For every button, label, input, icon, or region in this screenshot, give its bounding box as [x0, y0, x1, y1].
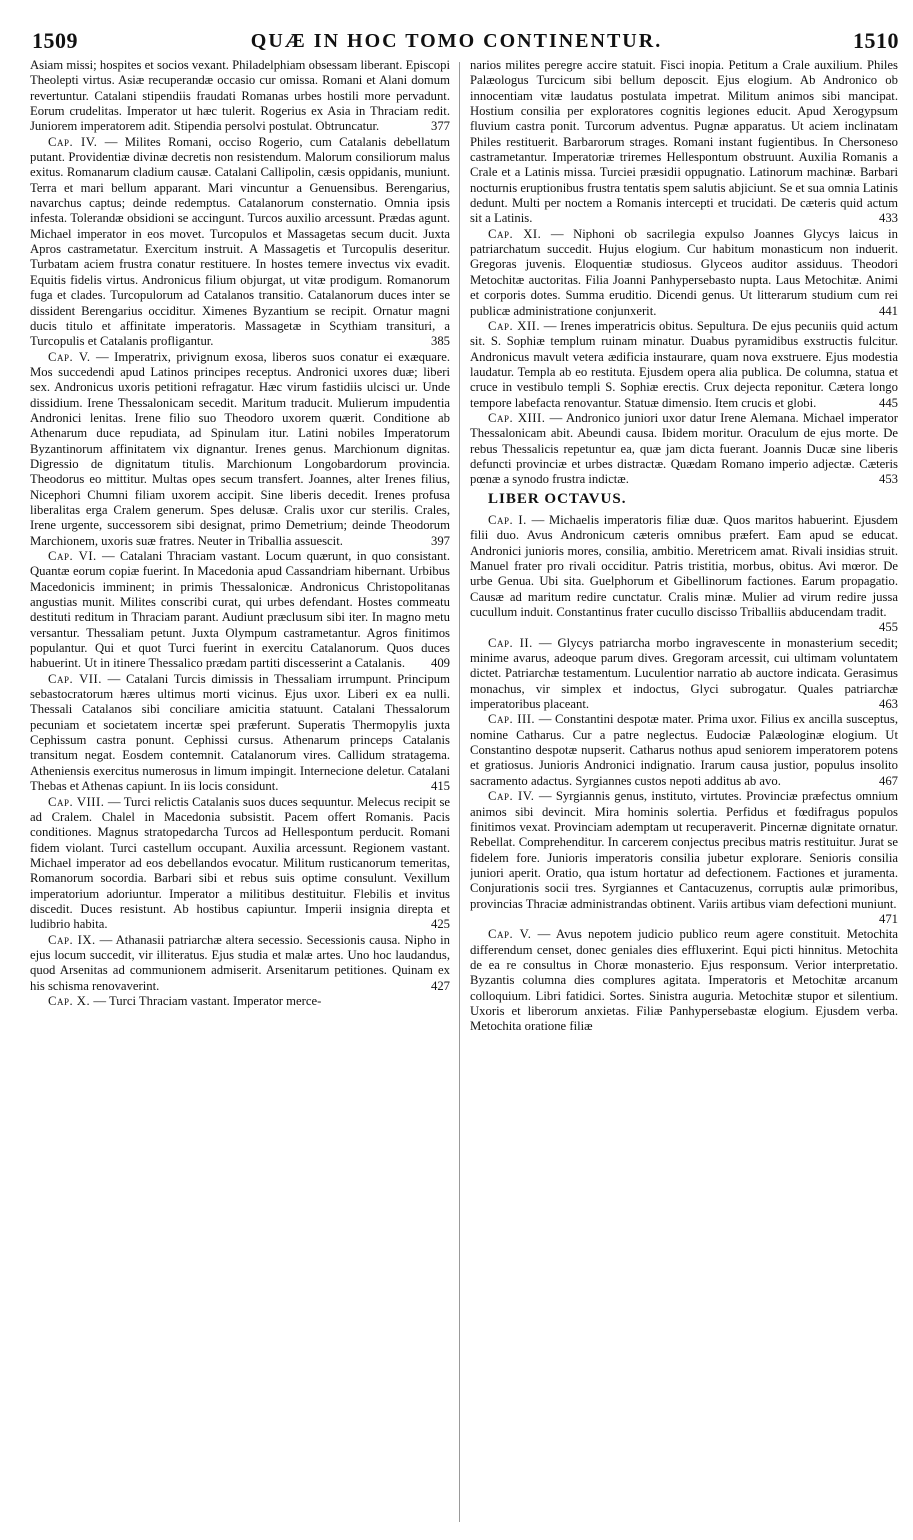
chapter-text: — Niphoni ob sacrilegia expulso Joannes Glycys laicus in patriarchatum succedit. Hujus elogium. Cur habitum monasticum non induerit. Gregoras juvenis. Eloquentiæ studiosus. Glyceos auditor assiduus. Theodori Metochitæ auctoritas. Filia Joanni Panhypersebasto nupta. Laus Metochitæ. Animi et corporis dotes. Summa eruditio. Dicendi genus. Ut litterarum studium cum rei publicæ administratione conjunxerit.	[470, 226, 898, 318]
chapter-text: — Avus nepotem judicio publico reum agere constituit. Metochita differendum censet, donec geniales dies effluxerint. Equi picti hinnitus. Metochita de ea re consultus in Choræ monasterio. Ejus responsum. Verior interpretatio. Byzantis columna dies complures agitata. Imperatoris et Metochitæ arcanum colloquium. Libri fatidici. Sortes. Sinistra auguria. Metochitæ stupor et silentium. Uxoris et liberorum anxietas. Filiæ Panhypersebastæ elogium. Ejusdem verba. Metochita oratione filiæ	[470, 927, 898, 1034]
chapter-label: Cap. III.	[488, 712, 536, 727]
page-reference: 471	[878, 911, 898, 926]
chapter-label: Cap. V.	[488, 927, 532, 942]
chapter-summary	[470, 712, 898, 789]
chapter-summary	[470, 319, 898, 411]
chapter-text: — Turci Thraciam vastant. Imperator merce-	[93, 993, 322, 1008]
page-reference: 463	[878, 697, 898, 712]
chapter-text: Asiam missi; hospites et socios vexant. Philadelphiam obsessam liberant. Episcopi Theolepti virtus. Asiæ recuperandæ occasio cur omissa. Romani et Alani domum revertuntur. Catalani stipendiis fraudati Romanas urbes hostili more pervadunt. Eorum crudelitas. Imperator ut hæc tulerit. Rogerius ex Asia in Thraciam redit. Juniorem imperatorem adit. Stipendia persolvi postulat. Obtruncatur.	[30, 58, 450, 134]
page-reference: 377	[430, 119, 450, 134]
page-reference: 453	[878, 472, 898, 487]
page-reference: 409	[430, 656, 450, 671]
chapter-summary	[470, 512, 898, 635]
chapter-label: Cap. IV.	[488, 789, 535, 804]
right-column	[470, 58, 898, 1528]
chapter-summary	[470, 636, 898, 713]
chapter-summary	[470, 789, 898, 926]
chapter-label: Cap. I.	[488, 512, 527, 527]
page-reference: 433	[878, 211, 898, 226]
page-reference: 445	[878, 395, 898, 410]
chapter-label: Cap. XII.	[488, 318, 541, 333]
running-title: QUÆ IN HOC TOMO CONTINENTUR.	[250, 30, 663, 52]
chapter-summary	[30, 350, 450, 549]
chapter-summary	[470, 927, 898, 1034]
chapter-summary	[30, 795, 450, 933]
chapter-summary	[30, 994, 450, 1009]
chapter-text: — Irenes imperatricis obitus. Sepultura. De ejus pecuniis quid actum sit. S. Sophiæ templum ruinam minatur. Duabus pyramidibus exstructis fulcitur. Andronicus mavult vetera ædificia instaurare, quam nova exstruere. Ejus modestia laudatur. Templa ab eo restituta. Ejusdem opera alia publica. De columna, statua et cruce in vestibulo templi S. Sophiæ erectis. Crux dejecta reponitur. Cætera longo tempore labefacta renovantur. Statuæ dimensio. Item crucis et globi.	[470, 318, 898, 410]
chapter-summary	[30, 58, 450, 135]
chapter-text: — Catalani Turcis dimissis in Thessaliam irrumpunt. Principum sebastocratorum hæres ultimus morti vicinus. Ejus uxor. Liberi ex ea nulli. Thessali Catalanos sibi conciliare amicitia statuunt. Catalani Thessalorum pecuniam et societatem incertæ spei præferunt. Superatis Thermopylis juxta Cephissum castra ponunt. Cephissi cursus. Athenarum princeps Catalanis transitum negat. Eosdem contemnit. Catalanorum vires. Callidum stratagema. Atheniensis exercitus numerosus in limum impingit. Internecione deletur. Catalani Thebas et Athenas capiunt. In iis locis considunt.	[30, 671, 450, 794]
book-heading: LIBER OCTAVUS.	[488, 490, 627, 507]
page-reference: 425	[430, 917, 450, 932]
chapter-label: Cap. II.	[488, 635, 533, 650]
chapter-summary	[30, 549, 450, 672]
chapter-label: Cap. IX.	[48, 932, 96, 947]
chapter-label: Cap. IV.	[48, 134, 98, 149]
chapter-label: Cap. VI.	[48, 549, 97, 563]
page-reference: 467	[878, 773, 898, 788]
page-reference: 385	[430, 334, 450, 349]
chapter-text: narios milites peregre accire statuit. Fisci inopia. Petitum a Crale auxilium. Philes Palæologus Turcicum sibi bellum deposcit. Ejus elogium. Ab Andronico ob innocentiam vitæ laudatus postulata impetrat. Militum animos sibi mancipat. Hostium consilia per exploratores cognitis legiones educit. Apud Xerogypsum fluvium castra ponit. Turcorum adventus. Pugnæ apparatus. Ut aciem inclinatam Philes restituerit. Barbarorum strages. Romani instant fugientibus. In Chersoneso castrametantur. Imperatoriæ triremes Hellespontum obstruunt. Auxilia Romanis a Crale et a Latinis missa. Turciei præsidii oppugnatio. Latinorum machinæ. Barbari nocturnis eruptionibus frustra tentatis spem salutis abjiciunt. Se et sua omnia Latinis dedunt. Multi per noctem a Romanis intercepti et trucidati. De cæteris quid actum sit a Latinis.	[470, 58, 898, 226]
page-number-right: 1510	[853, 28, 899, 53]
chapter-label: Cap. XI.	[488, 226, 542, 241]
chapter-label: Cap. V.	[48, 349, 91, 364]
chapter-summary	[470, 58, 898, 227]
chapter-summary	[30, 933, 450, 994]
chapter-text: — Milites Romani, occiso Rogerio, cum Catalanis debellatum putant. Providentiæ divinæ decretis non resistendum. Malorum consiliorum malus exitus. Romanarum cladium causæ. Catalani Callipolin, cæsis oppidanis, muniunt. Terra et mari bellum apparant. Mari vincuntur a Genuensibus. Berengarius, navarchus captus; deinde redemptus. Catalanorum consternatio. Omnia ipsis infesta. Tolerandæ obsidioni se accingunt. Turcos auxilio arcessunt. Prædas agunt. Michael imperator in eos movet. Turcopulos et Massagetas secum ducit. Juxta Apros castrametatur. Exercitum instruit. A Massagetis et Turcopulis deseritur. Turbatam aciem frustra conatur restituere. In hostes temere invectus vix evadit. Equitis fidelis virtus. Andronicus filium objurgat, ut vitæ prodigum. Romanorum fuga et clades. Turcopulorum ad Catalanos transitio. Catalanorum duces inter se dissident Berengarius occiditur. Ximenes Byzantium se recipit. Ornatur magni ducis titulo et affinitate imperatoris. Massagetæ in Scythiam transituri, a Turcopulis et Catalanis profligantur.	[30, 134, 450, 349]
chapter-summary	[30, 135, 450, 350]
chapter-summary	[30, 672, 450, 795]
chapter-text: — Catalani Thraciam vastant. Locum quærunt, in quo consistant. Quantæ eorum copiæ fuerint. In Macedonia apud Cassandriam hibernant. Urbibus Macedonicis imminent; in primis Thessalonicæ. Andronicus Christopolitanas angustias munit. Milites conscribi curat, qui urbes defendant. Hostes commeatu destituti reditum in Thraciam parant. Audiunt præclusum sibi iter. In magno metu versantur. Thessaliam petunt. Juxta Olympum castrametantur. Agros finitimos populantur. Qui et quot Turci fuerint in exercitu Catalanorum. Quos duces habuerint. Ut in itinere Thessalico prædam partiti discesserint a Catalanis.	[30, 549, 450, 671]
page-reference: 415	[430, 779, 450, 794]
page-reference: 427	[430, 978, 450, 993]
chapter-text: — Imperatrix, privignum exosa, liberos suos conatur ei exæquare. Mos succedendi apud Latinos principes receptus. Andronici uxores duæ; liberi sex. Andronicus uxoris petitioni refragatur. Hæc virum fastidiis ulcisci ur. Unde dissidium. Irene Thessalonicam secedit. Maritum traducit. Mulierum impudentia Andronici lenitas. Irene filio suo Theodoro uxorem quærit. Conditione ab Athenarum duce repudiata, ad Spinulam itur. Latini nobiles Imperatorum Byzantinorum affinitatem vix dignantur. Irenes genus. Marchionum dignitas. Digressio de dignitatum titulis. Marchionum Longobardorum provincia. Theodorus eo mittitur. Multas opes secum transfert. Joannes, alter Irenes filius, Nicephori Chumni filiam uxorem accipit. Sine liberis decedit. Irenes profusa liberalitas erga Cralem generum. Spes delusæ. Cralis uxor cur sterilis. Crales, Irene urgente, successorem sibi designat, primo Demetrium; deinde Theodorum Marchionem, uxoris suæ fratres. Neuter in Triballia assuescit.	[30, 349, 450, 548]
page-reference: 455	[878, 620, 898, 635]
chapter-text: — Glycys patriarcha morbo ingravescente in monasterium secedit; minime avarus, adeoque parum dives. Gregoram arcessit, cui ultimam voluntatem dictet. Patriarchæ testamentum. Luculentior narratio ab auctore indicata. Gerasimus monachus, vir simplex et indoctus, Glyci subrogatur. Quales patriarchæ imperatoribus placeant.	[470, 635, 898, 712]
chapter-text: — Andronico juniori uxor datur Irene Alemana. Michael imperator Thessalonicam abit. Abeundi causa. Ibidem moritur. Oraculum de ejus morte. De rebus Thessalicis repetuntur ea, quæ jam dicta fuerant. Joannis Ducæ sine liberis defuncti provinciæ et urbes distractæ. Quædam Romano imperio adjectæ. Cæteris pœnæ a synodo frustra indictæ.	[470, 410, 898, 487]
left-column	[30, 58, 450, 1528]
page-reference: 397	[430, 533, 450, 548]
chapter-text: — Syrgiannis genus, instituto, virtutes. Provinciæ præfectus omnium animos sibi devincit. Mira hominis solertia. Perfidus et fœdifragus populos finitimos vexat. Provinciam ademptam ut recuperaverit. Pincernæ dignitate ornatur. Rebellat. Comprehenditur. In carcerem conjectus precibus matris restituitur. Jurat se fidelem fore. Junioris imperatoris consilia jubetur explorare. Senioris consilia juniori aperit. Oratio, qua istum hortatur ad defectionem. Factiones et juramenta. Conjurationis socii tres. Syrgiannes et Cantacuzenus, corruptis aulæ primoribus, provincias Thraciæ administrandas obtinent. Variis artibus viam defectioni muniunt.	[470, 789, 898, 911]
chapter-label: Cap. XIII.	[488, 410, 546, 425]
chapter-label: Cap. VII.	[48, 671, 102, 686]
page-header	[0, 0, 913, 53]
chapter-label: Cap. X.	[48, 993, 91, 1008]
chapter-text: — Athanasii patriarchæ altera secessio. Secessionis causa. Nipho in ejus locum succedit, vir illiteratus. Ejus studia et malæ artes. Uno hoc laudandus, quod Arsenitas ad communionem admiserit. Arsenitarum petitiones. Quinam ex his schisma renovaverint.	[30, 932, 450, 993]
chapter-summary	[470, 411, 898, 488]
chapter-text: — Michaelis imperatoris filiæ duæ. Quos maritos habuerint. Ejusdem filii duo. Avus Andronicum cæteris omnibus præfert. Eam apud se educat. Andronici junioris mores, consilia, ambitio. Meretricem amat. Rivali insidias struit. Manuel frater pro rivali occiditur. Patris tristitia, morbus, obitus. Avi mœror. De urbe Genua. Ubi sita. Guelphorum et Gibellinorum factiones. Earum propagatio. Causæ ad maritum redire cunctatur. Cralis minæ. Mulier ad virum redire jussa cucullum induit. Constantinus frater cucullo discisso Triballiis abducendam tradit.	[470, 512, 898, 620]
page-reference: 441	[878, 303, 898, 318]
chapter-label: Cap. VIII.	[48, 794, 105, 809]
chapter-text: — Turci relictis Catalanis suos duces sequuntur. Melecus recipit se ad Cralem. Chalel in Macedonia subsistit. Pacem offert Romanis. Pacis conditiones. Magnus stratopedarcha Turcos ad Hellespontum perducit. Romani fidem violant. Turci castellum occupant. Auxilia arcessunt. Regionem vastant. Michael imperator ad eos debellandos evocatur. Militum rusticanorum temeritas, Romanorum socordia. Barbari sibi et rebus suis optime consulunt. Vexillum imperatorium adoriuntur. Imperator a militibus destituitur. Flebilis et invitus discedit. Duces resistunt. Ab hostibus capiuntur. Imperii insignia direpta et ludibrio habita.	[30, 794, 450, 932]
page-number-left: 1509	[32, 28, 78, 53]
column-divider	[459, 62, 460, 1522]
chapter-text: — Constantini despotæ mater. Prima uxor. Filius ex ancilla susceptus, nomine Catharus. Cur a patre neglectus. Eudociæ Palæologinæ elogium. Ut Constantino despotæ nupserit. Catharus nothus apud seniorem imperatorem potens et gratiosus. Junioris Andronici indignatio. Irarum causa justior, populus insolito sacramento adactus. Syrgiannes custos nepoti additus ab avo.	[470, 712, 898, 788]
chapter-summary	[470, 227, 898, 319]
